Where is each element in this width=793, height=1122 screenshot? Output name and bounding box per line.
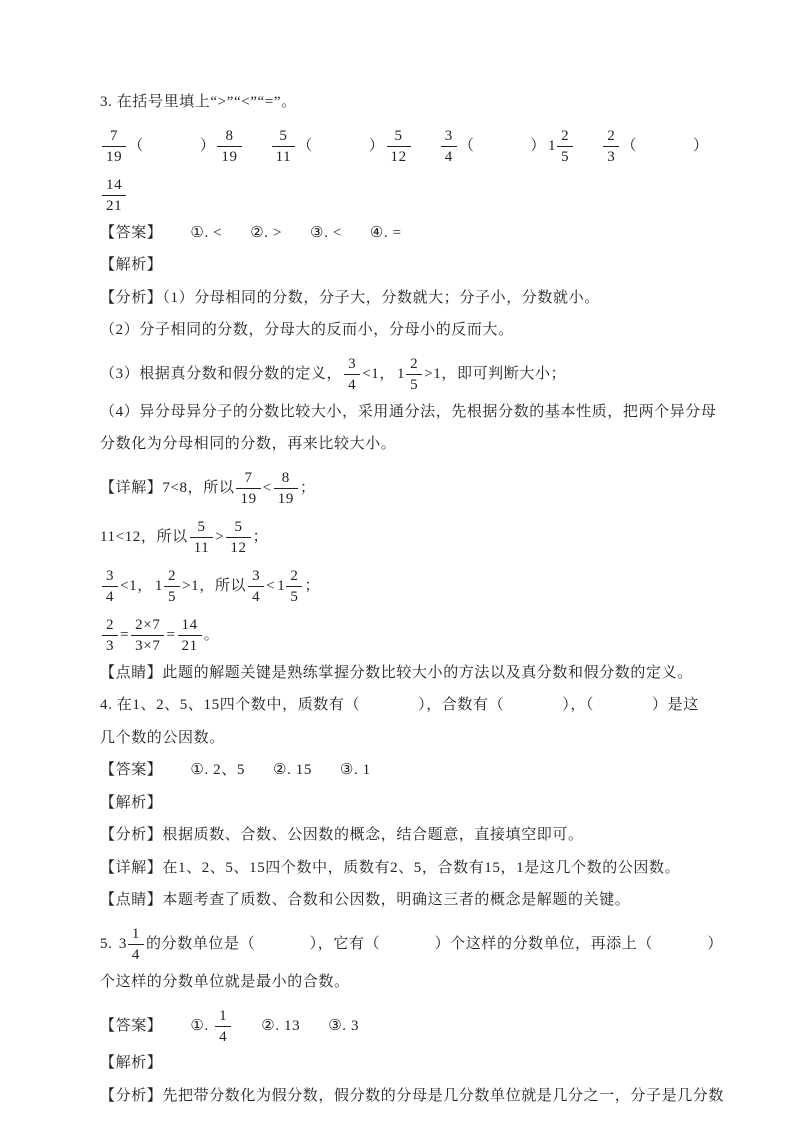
text-run: = — [166, 627, 176, 643]
blank-space — [244, 146, 270, 147]
text-run: 个这样的分数单位就是最小的合数。 — [100, 973, 350, 990]
denominator: 4 — [215, 1026, 231, 1046]
fraction — [215, 1007, 231, 1046]
text-run: 【详解】7<8，所以 — [100, 480, 235, 496]
fraction-stack — [286, 567, 302, 606]
text-run: < — [266, 578, 276, 594]
fraction-stack — [557, 127, 573, 166]
text-run: （ — [128, 138, 144, 154]
denominator: 19 — [274, 488, 298, 508]
text-run: 几个数的公因数。 — [100, 729, 225, 746]
numerator: 2 — [561, 128, 570, 144]
denominator: 11 — [190, 537, 214, 557]
blank-space — [282, 233, 310, 234]
denominator: 12 — [226, 537, 250, 557]
fraction — [236, 469, 260, 508]
denominator: 5 — [406, 374, 422, 394]
whole-number: 1 — [277, 578, 286, 594]
blank-space — [575, 146, 601, 147]
blank-space — [342, 233, 370, 234]
fraction-stack — [215, 1007, 231, 1046]
blank-space — [360, 705, 418, 706]
numerator: 7 — [110, 128, 119, 144]
q3-fenxi-4-wrap — [100, 434, 723, 455]
text-run: ），（ — [562, 697, 595, 713]
fraction — [274, 469, 298, 508]
blank-space — [313, 146, 369, 147]
text-run: 11<12，所以 — [100, 529, 188, 545]
numerator: 14 — [106, 177, 123, 193]
fraction-stack — [406, 355, 422, 394]
numerator: 3 — [348, 356, 357, 372]
blank-space — [413, 146, 439, 147]
numerator: 5 — [394, 128, 403, 144]
numerator: 2 — [167, 568, 177, 584]
text-run: ； — [299, 480, 316, 496]
q4-dianjing — [100, 890, 723, 911]
q4-xiangjie — [100, 858, 723, 879]
fraction — [272, 127, 296, 166]
numerator: 7 — [244, 470, 253, 486]
fraction-stack — [236, 469, 260, 508]
text-run: ③. 3 — [328, 1017, 360, 1034]
mixed-number — [277, 567, 302, 606]
fraction-stack — [131, 616, 164, 655]
text-run: 【答案】 — [100, 762, 163, 778]
q3-fenxi-1 — [100, 288, 723, 309]
text-run: 【解析】 — [100, 257, 163, 273]
whole-number: 1 — [548, 138, 557, 154]
text-run: 【分析】根据质数、合数、公因数的概念，结合题意，直接填空即可。 — [100, 827, 584, 843]
q5-title-wrap — [100, 972, 723, 993]
text-run: = — [120, 627, 130, 643]
text-run: 【点睛】此题的解题关键是熟练掌握分数比较大小的方法以及真分数和假分数的定义。 — [100, 664, 693, 681]
fraction-stack — [344, 355, 360, 394]
fraction — [102, 567, 118, 606]
fraction-stack — [102, 567, 118, 606]
text-run: 【分析】（1）分母相同的分数，分子大，分数就大；分子小，分数就小。 — [100, 289, 600, 306]
blank-space — [300, 1026, 328, 1027]
text-run: ； — [304, 578, 321, 594]
q3-dianjing — [100, 663, 723, 684]
fraction-stack — [274, 469, 298, 508]
text-run: ①. — [190, 1017, 214, 1034]
whole-number: 1 — [154, 578, 163, 594]
text-run: 【分析】先把带分数化为假分数，假分数的分母是几分数单位就是几分之一，分子是几分数 — [100, 1087, 725, 1104]
text-run: 3. 在括号里填上“>”“<”“=”。 — [100, 94, 297, 110]
fraction — [248, 567, 264, 606]
blank-space — [594, 705, 652, 706]
numerator: 8 — [281, 470, 290, 486]
fraction — [178, 616, 202, 655]
text-run: ④. = — [369, 224, 402, 241]
fraction — [387, 127, 411, 166]
text-run: 【答案】 — [100, 1017, 163, 1034]
q3-compare-row — [100, 125, 723, 169]
numerator: 3 — [444, 128, 453, 144]
blank-space — [312, 770, 340, 771]
q3-answer — [100, 223, 723, 244]
text-run: ），它有（ — [309, 936, 381, 952]
text-run: 【答案】 — [100, 224, 163, 241]
blank-space — [637, 146, 693, 147]
text-run: 。 — [203, 627, 220, 643]
denominator: 3×7 — [131, 635, 164, 655]
fraction-stack — [102, 176, 126, 215]
text-run: ） — [530, 138, 547, 154]
text-run: 5. — [100, 936, 117, 952]
text-run: ）是这 — [652, 697, 699, 713]
q3-xiangjie-2 — [100, 516, 723, 560]
mixed-number — [548, 127, 573, 166]
blank-space — [255, 944, 309, 945]
q4-fenxi — [100, 825, 723, 846]
fraction — [344, 355, 360, 394]
fraction-stack — [272, 127, 296, 166]
numerator: 2 — [410, 356, 419, 372]
blank-space — [653, 944, 707, 945]
denominator: 19 — [217, 146, 241, 166]
blank-space — [162, 233, 190, 234]
fraction-stack — [102, 616, 118, 655]
fraction-stack — [248, 567, 264, 606]
numerator: 2×7 — [135, 617, 161, 633]
denominator: 19 — [102, 146, 126, 166]
fraction — [226, 518, 250, 557]
text-run: <1， — [362, 366, 395, 382]
q3-xiangjie-1 — [100, 467, 723, 511]
q4-answer — [100, 760, 723, 781]
q4-title-wrap — [100, 728, 723, 749]
fraction-stack — [190, 518, 214, 557]
denominator: 4 — [248, 586, 264, 606]
numerator: 2 — [607, 128, 616, 144]
text-run: > — [215, 529, 225, 545]
denominator: 5 — [557, 146, 573, 166]
fraction-stack — [441, 127, 457, 166]
numerator: 5 — [279, 128, 288, 144]
q3-compare-row-wrap — [100, 174, 723, 218]
q3-fenxi-2 — [100, 320, 723, 341]
fraction-stack — [603, 127, 619, 166]
q3-fenxi-4 — [100, 402, 723, 423]
fraction-stack — [128, 925, 144, 964]
blank-space — [380, 944, 434, 945]
blank-space — [233, 1026, 261, 1027]
blank-space — [245, 770, 273, 771]
text-run: ②. 15 — [272, 762, 312, 778]
text-run: （3）根据真分数和假分数的定义， — [100, 366, 343, 382]
text-run: （ — [621, 138, 637, 154]
text-run: ； — [252, 529, 269, 545]
text-run: ②. 13 — [261, 1017, 301, 1034]
numerator: 3 — [106, 568, 115, 584]
text-run: 分数化为分母相同的分数，再来比较大小。 — [100, 436, 397, 452]
whole-number: 3 — [118, 936, 127, 952]
fraction-stack — [217, 127, 241, 166]
denominator: 4 — [441, 146, 457, 166]
numerator: 5 — [197, 519, 206, 535]
text-run: （ — [458, 138, 475, 154]
fraction-stack — [387, 127, 411, 166]
text-run: （ — [297, 138, 313, 154]
text-run: ） — [368, 138, 385, 154]
denominator: 21 — [102, 195, 126, 215]
mixed-number — [119, 925, 144, 964]
numerator: 3 — [252, 568, 261, 584]
numerator: 5 — [234, 519, 243, 535]
blank-space — [504, 705, 562, 706]
fraction-stack — [164, 567, 180, 606]
blank-space — [144, 146, 200, 147]
fraction-stack — [102, 127, 126, 166]
text-run: ②. > — [250, 224, 283, 241]
text-run: ①. 2、5 — [190, 762, 245, 778]
text-run: ③. < — [310, 224, 342, 241]
fraction — [102, 176, 126, 215]
text-run: ） — [707, 936, 723, 952]
text-run: >1，即可判断大小； — [424, 366, 567, 382]
whole-number: 1 — [396, 366, 406, 382]
text-run: ），合数有（ — [418, 697, 505, 713]
denominator: 4 — [128, 944, 144, 964]
q4-jiexi — [100, 793, 723, 814]
blank-space — [162, 770, 190, 771]
denominator: 4 — [344, 374, 360, 394]
fraction — [102, 616, 118, 655]
text-run: （2）分子相同的分数，分母大的反而小，分母小的反而大。 — [100, 322, 514, 338]
q5-answer — [100, 1004, 723, 1048]
blank-space — [162, 1026, 190, 1027]
text-run: ） — [692, 138, 709, 154]
q3-title — [100, 92, 723, 113]
denominator: 11 — [272, 146, 296, 166]
denominator: 5 — [164, 586, 180, 606]
text-run: （4）异分母异分子的分数比较大小，采用通分法，先根据分数的基本性质，把两个异分母 — [100, 403, 717, 420]
q5-fenxi — [100, 1086, 723, 1107]
text-run: ①. < — [190, 224, 223, 241]
q5-title — [100, 923, 723, 967]
numerator: 1 — [131, 926, 141, 942]
denominator: 19 — [236, 488, 260, 508]
numerator: 2 — [106, 617, 115, 633]
q3-xiangjie-3 — [100, 565, 723, 609]
denominator: 4 — [102, 586, 118, 606]
fraction — [603, 127, 619, 166]
text-run: 4. 在1、2、5、15四个数中，质数有（ — [100, 697, 361, 713]
mixed-number — [155, 567, 180, 606]
numerator: 2 — [290, 568, 299, 584]
text-run: ） — [199, 138, 216, 154]
q4-title — [100, 695, 723, 716]
text-run: 【解析】 — [100, 794, 163, 811]
q3-jiexi — [100, 255, 723, 276]
fraction — [441, 127, 457, 166]
text-run: >1，所以 — [182, 578, 247, 594]
numerator: 14 — [181, 617, 198, 633]
fraction — [102, 127, 126, 166]
q5-jiexi — [100, 1053, 723, 1074]
denominator: 3 — [603, 146, 619, 166]
text-run: < — [262, 480, 272, 496]
fraction — [217, 127, 241, 166]
blank-space — [474, 146, 530, 147]
document-body — [100, 92, 723, 1107]
fraction — [190, 518, 214, 557]
fraction — [131, 616, 164, 655]
text-run: ③. 1 — [339, 762, 371, 778]
denominator: 5 — [286, 586, 302, 606]
fraction-stack — [226, 518, 250, 557]
blank-space — [222, 233, 250, 234]
denominator: 12 — [387, 146, 411, 166]
q3-xiangjie-4 — [100, 614, 723, 658]
text-run: 的分数单位是（ — [146, 936, 256, 952]
numerator: 1 — [219, 1007, 228, 1024]
q3-fenxi-3 — [100, 353, 723, 397]
denominator: 3 — [102, 635, 118, 655]
text-run: 【解析】 — [100, 1055, 163, 1071]
denominator: 21 — [178, 635, 202, 655]
text-run: 【详解】在1、2、5、15四个数中，质数有2、5，合数有15，1是这几个数的公因数。 — [100, 859, 681, 876]
fraction-stack — [178, 616, 202, 655]
text-run: 【点睛】本题考查了质数、合数和公因数，明确这三者的概念是解题的关键。 — [100, 892, 631, 908]
mixed-number — [397, 355, 422, 394]
text-run: ）个这样的分数单位，再添上（ — [434, 936, 653, 952]
numerator: 8 — [225, 128, 234, 144]
text-run: <1， — [120, 578, 153, 594]
